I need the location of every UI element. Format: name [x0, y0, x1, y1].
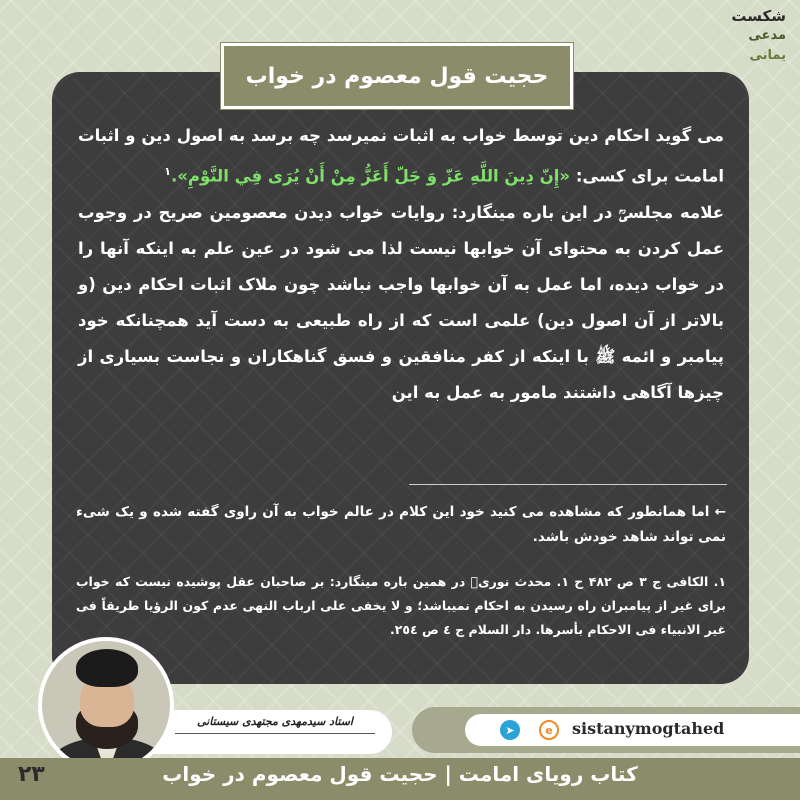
author-name: استاد سیدمهدی مجتهدی سیستانی	[196, 715, 353, 728]
footnote-reference: ۱. الکافی ج ۳ ص ۴۸۲ ح ۱. محدث نوریؒ در همین باره مینگارد: بر صاحبان عقل پوشیده نیست که خواب برای غیر از پیامبران راه رسیدن به احکام نمیباشد؛ و لا يخفى على ارباب النهى عدم كون الرؤيا طريقاً فى غير الانبياء فى الاحكام بأسرها. دار السلام ج ٤ ص ٢٥٤.	[76, 574, 726, 637]
footnote-marker: ۱	[164, 165, 171, 178]
note-commentary: ← اما همانطور که مشاهده می کنید خود این کلام در عالم خواب به آن راوی گفته شده و یک شیء نمی تواند شاهد خودش باشد.	[76, 504, 726, 545]
brand-line-2: مدعی	[748, 28, 786, 43]
paragraph-1-text: می گوید احکام دین توسط خواب به اثبات نمیرسد چه برسد به اصول دین و اثبات امامت برای کسی:	[78, 126, 724, 186]
page-number: ۲۳	[18, 762, 45, 787]
eitaa-icon[interactable]: e	[539, 720, 559, 740]
brand-line-3: یمانی	[749, 48, 786, 63]
quran-quote: «إِنّ دِينَ اللَّهِ عَزّ وَ جَلّ أَعَزُّ مِنْ أَنْ يُرَى فِي النَّوْمِ».	[170, 166, 571, 186]
brand-line-1: شکست	[731, 7, 786, 25]
paragraph-1	[78, 118, 724, 195]
footer-title: کتاب رویای امامت | حجیت قول معصوم در خواب	[162, 762, 638, 786]
brand-logo	[696, 6, 786, 66]
social-handle[interactable]: sistanymogtahed	[572, 719, 725, 738]
body-text	[78, 118, 724, 411]
author-underline	[175, 733, 375, 734]
paragraph-2: علامه مجلسیؒ در این باره مینگارد: روایات خواب دیدن معصومین صریح در وجوب عمل کردن به محتوای آن خوابها نیست لذا می شود در عین علم به اینکه آنها را در خواب دیده، اما عمل به آن خوابها واجب نباشد چون ملاک اثبات احکام دین (و بالاتر از آن اصول دین) علمی است که از راه طبیعی به دست آید همچنانکه خود پیامبر و ائمه ﷺ با اینکه از کفر منافقین و فسق گناهکاران و نجاست بسیاری از چیزها آگاهی داشتند مامور به عمل به این	[78, 202, 724, 402]
footnote-separator	[409, 484, 727, 485]
page-title: حجیت قول معصوم در خواب	[245, 63, 549, 89]
author-avatar	[38, 637, 174, 773]
telegram-icon[interactable]: ➤	[500, 720, 520, 740]
title-box	[221, 43, 573, 109]
